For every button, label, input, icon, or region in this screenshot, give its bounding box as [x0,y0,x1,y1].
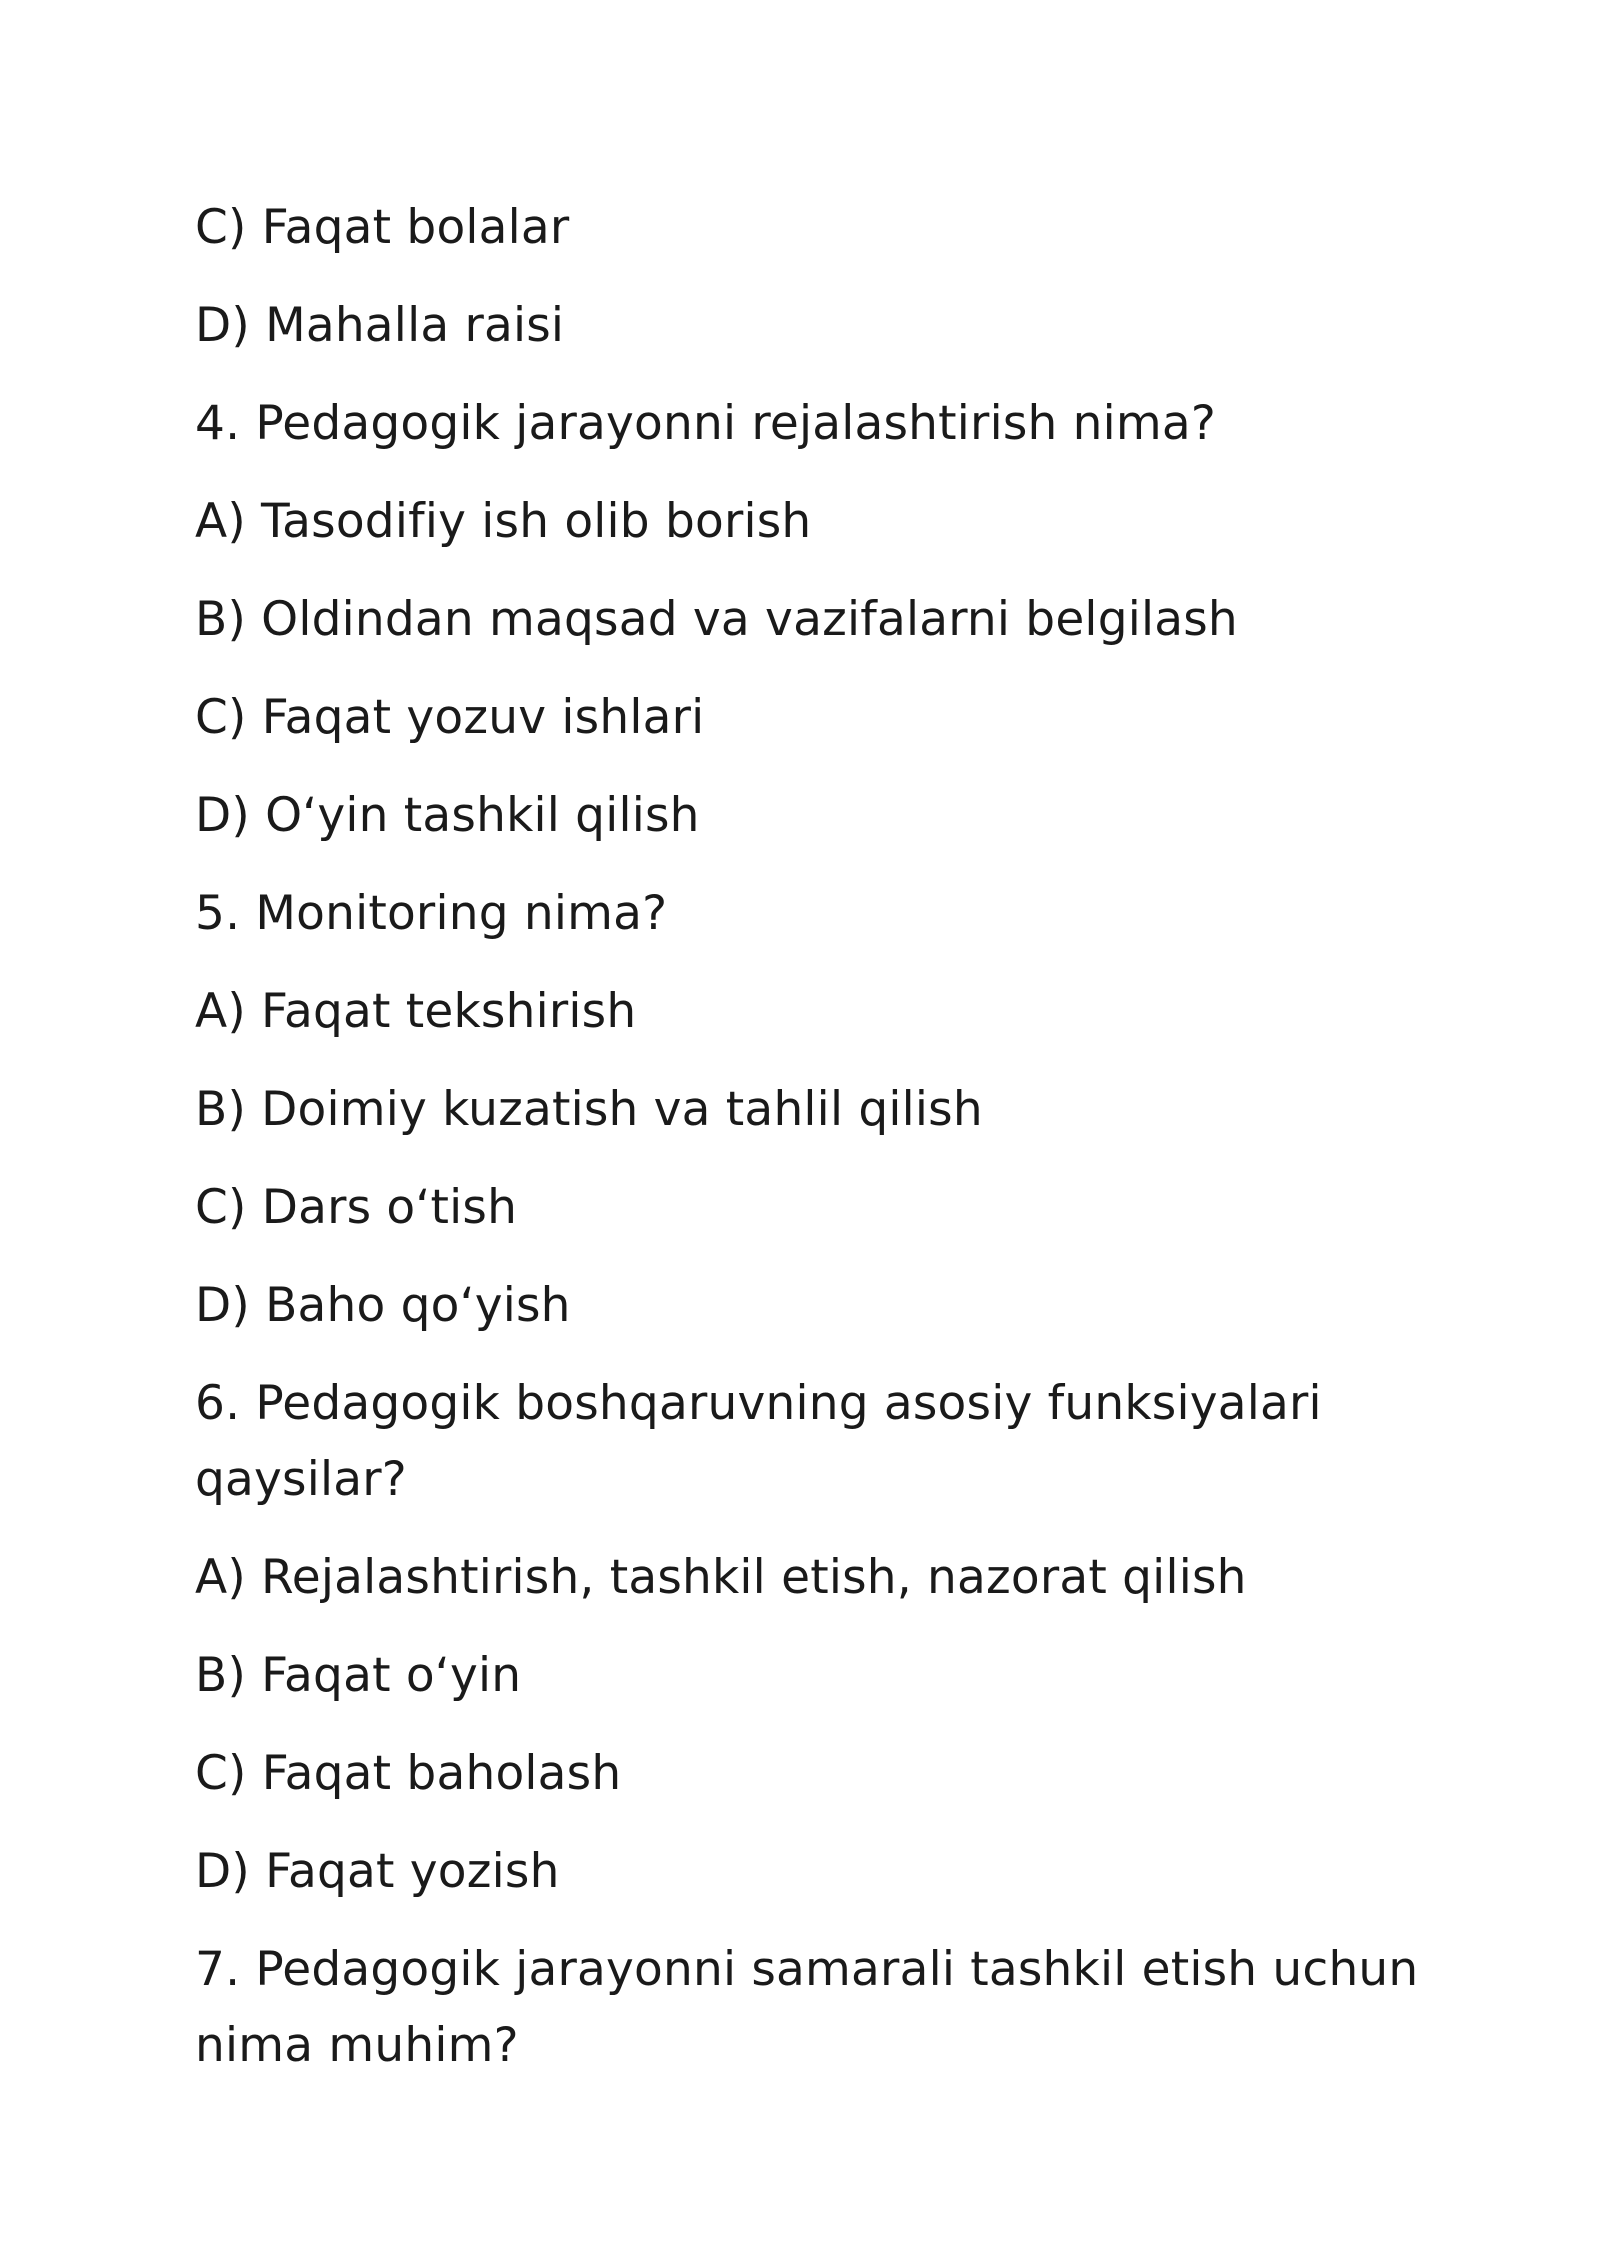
answer-option: C) Faqat bolalar [195,200,570,255]
answer-option: B) Faqat o‘yin [195,1648,522,1703]
question-text: 7. Pedagogik jarayonni samarali tashkil etish uchun nima muhim? [195,1942,1419,2073]
answer-option: A) Faqat tekshirish [195,984,637,1039]
quiz-text-body [195,190,1435,2106]
question-text: 5. Monitoring nima? [195,886,668,941]
answer-option: C) Faqat baholash [195,1746,622,1801]
answer-option: D) Mahalla raisi [195,298,565,353]
answer-option: D) Faqat yozish [195,1844,560,1899]
answer-option: B) Doimiy kuzatish va tahlil qilish [195,1082,983,1137]
question-text: 6. Pedagogik boshqaruvning asosiy funksiyalari qaysilar? [195,1376,1322,1507]
answer-option: C) Dars o‘tish [195,1180,518,1235]
question-text: 4. Pedagogik jarayonni rejalashtirish nima? [195,396,1217,451]
answer-option: A) Tasodifiy ish olib borish [195,494,812,549]
answer-option: C) Faqat yozuv ishlari [195,690,705,745]
answer-option: B) Oldindan maqsad va vazifalarni belgilash [195,592,1238,647]
answer-option: D) Baho qo‘yish [195,1278,571,1333]
answer-option: D) O‘yin tashkil qilish [195,788,700,843]
answer-option: A) Rejalashtirish, tashkil etish, nazorat qilish [195,1550,1247,1605]
